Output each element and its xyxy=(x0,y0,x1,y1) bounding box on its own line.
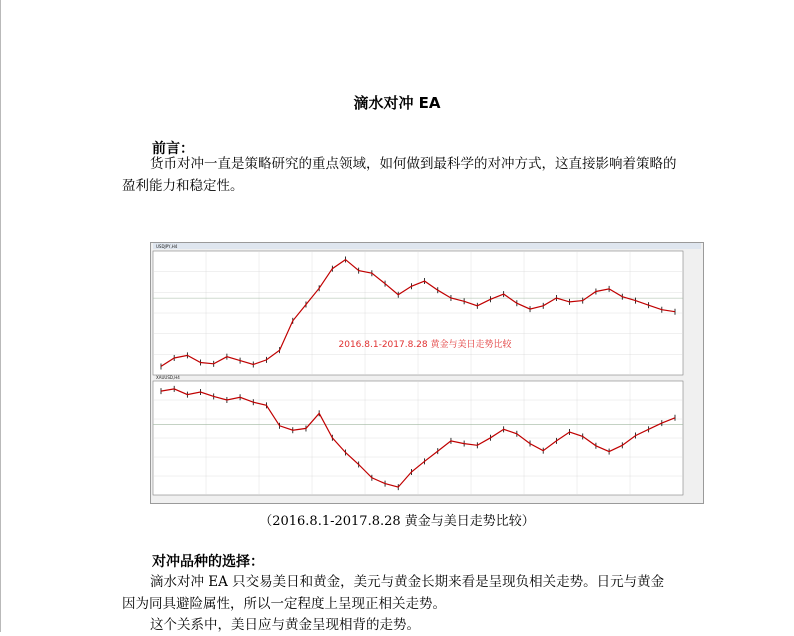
section-text-1: 滴水对冲 EA 只交易美日和黄金，美元与黄金长期来看是呈现负相关走势。日元与黄金因为同具避险属性，所以一定程度上呈现正相关走势。 xyxy=(122,574,665,612)
section-paragraph-1 xyxy=(122,571,677,615)
xauusd-title: XAUUSD,H4 xyxy=(156,375,180,380)
section-heading: 对冲品种的选择： xyxy=(152,554,264,570)
usdjpy-title: USDJPY,H4 xyxy=(156,244,178,249)
chart-svg xyxy=(151,243,703,503)
preface-text: 货币对冲一直是策略研究的重点领域，如何做到最科学的对冲方式，这直接影响着策略的盈利能力和稳定性。 xyxy=(122,156,677,194)
preface-heading: 前言： xyxy=(152,141,194,157)
usdjpy-titlebar xyxy=(153,243,701,249)
document-title: 滴水对冲 EA xyxy=(353,94,441,112)
preface-paragraph xyxy=(122,153,677,197)
chart-figure xyxy=(150,242,704,504)
section-paragraph-2 xyxy=(122,614,677,636)
figure-caption: （2016.8.1-2017.8.28 黄金与美日走势比较） xyxy=(259,514,535,529)
section-text-2: 这个关系中，美日应与黄金呈现相背的走势。 xyxy=(150,617,420,633)
figure-overlay-label: 2016.8.1-2017.8.28 黄金与美日走势比较 xyxy=(338,340,512,350)
